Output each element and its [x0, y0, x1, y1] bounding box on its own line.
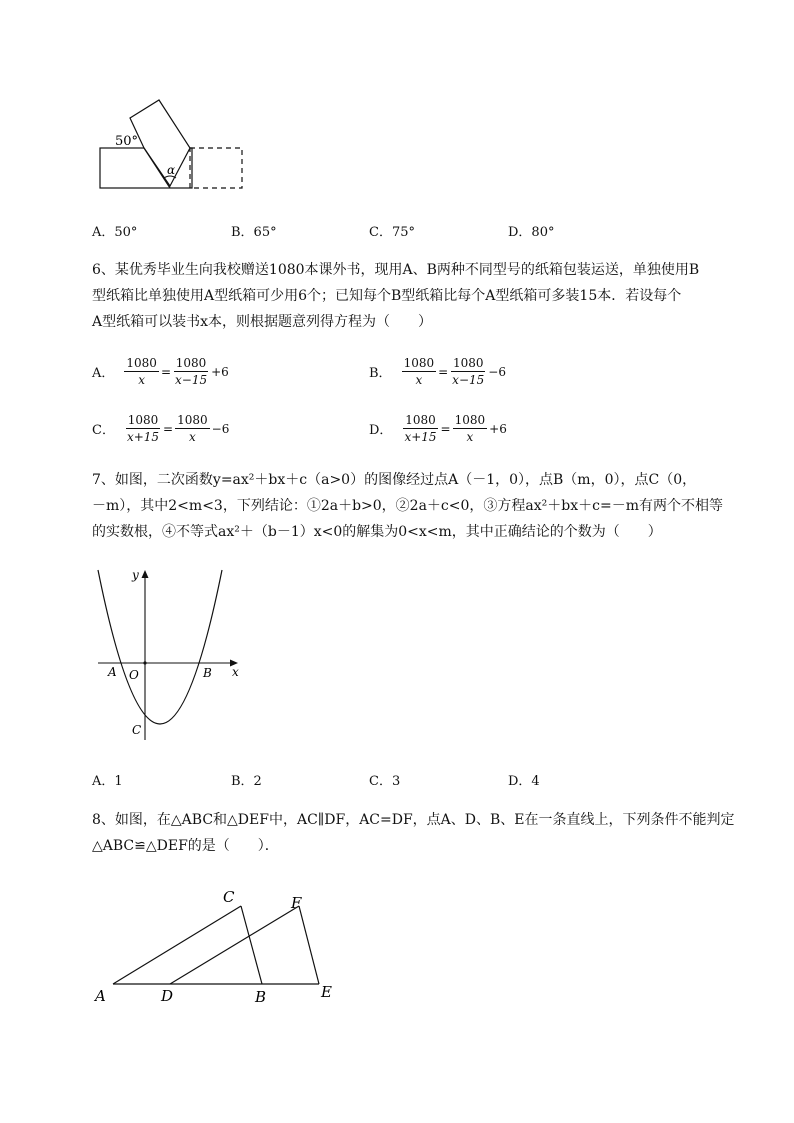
segment-fe [299, 906, 319, 984]
q7-line-2: －m），其中2<m<3，下列结论：①2a＋b>0，②2a＋c<0，③方程ax²＋bx＋c=－m有两个不相等 [92, 498, 723, 514]
equals-sign: = [438, 364, 449, 379]
q6-b-left-fraction [402, 356, 437, 387]
q7-option-d[interactable]: D．4 [508, 774, 540, 789]
q7-line-1: 7、如图，二次函数y=ax²＋bx＋c（a>0）的图像经过点A（－1，0），点B（m，0），点C（0， [92, 472, 697, 488]
q6-b-right-fraction [450, 356, 486, 387]
denominator: x+15 [126, 430, 160, 444]
vertex-b-label: B [255, 988, 267, 1006]
origin-point [143, 661, 146, 664]
q8-figure [90, 880, 350, 1010]
denominator: x+15 [404, 430, 437, 444]
q6-c-left-fraction [125, 413, 161, 444]
point-a-label: A [108, 665, 117, 679]
q6-b-tail: −6 [488, 364, 506, 379]
q6-d-tail: +6 [489, 421, 507, 436]
y-axis-label: y [132, 568, 139, 582]
segment-cb [241, 906, 262, 984]
q6-d-left-fraction [402, 413, 438, 444]
q8-stem [92, 807, 742, 859]
q6-option-d-label: D． [369, 423, 393, 438]
vertex-d-label: D [161, 987, 174, 1005]
q5-figure [90, 92, 250, 196]
q6-option-c[interactable] [92, 413, 229, 444]
segment-df [170, 906, 299, 984]
q6-line-2: 型纸箱比单独使用A型纸箱可少用6个；已知每个B型纸箱比每个A型纸箱可多装15本．若设每个 [92, 288, 682, 304]
q7-option-a[interactable]: A．1 [92, 774, 123, 789]
q5-angle-label: 50° [115, 134, 139, 149]
q8-line-2: △ABC≌△DEF的是（ ）． [92, 838, 279, 854]
q8-line-1: 8、如图，在△ABC和△DEF中，AC∥DF，AC=DF，点A、D、B、E在一条直线上，下列条件不能判定 [92, 812, 735, 828]
equals-sign: = [163, 421, 174, 436]
q7-line-3: 的实数根，④不等式ax²＋（b－1）x<0的解集为0<x<m，其中正确结论的个数为（ ） [92, 524, 662, 540]
q6-c-right-fraction [175, 413, 210, 444]
numerator: 1080 [177, 413, 208, 427]
q6-option-b[interactable] [369, 356, 506, 387]
numerator: 1080 [126, 356, 157, 370]
point-c-label: C [132, 723, 142, 737]
q5-option-a[interactable]: A．50° [92, 225, 138, 240]
q7-option-b[interactable]: B．2 [231, 774, 262, 789]
numerator: 1080 [403, 356, 435, 370]
q6-a-tail: +6 [211, 364, 229, 379]
q6-a-left-fraction [124, 356, 159, 387]
origin-label: O [129, 668, 139, 682]
q6-option-c-label: C． [92, 423, 115, 438]
q6-option-a[interactable] [92, 356, 229, 387]
q6-stem [92, 257, 742, 335]
q5-option-b[interactable]: B．65° [231, 225, 277, 240]
numerator: 1080 [175, 356, 207, 370]
denominator: x [466, 430, 474, 444]
segment-ac [113, 906, 241, 984]
numerator: 1080 [452, 356, 484, 370]
vertex-f-label: F [291, 894, 302, 912]
equals-sign: = [160, 364, 171, 379]
q5-alpha-label: α [167, 163, 176, 177]
q6-a-right-fraction [173, 356, 209, 387]
q6-option-a-label: A． [92, 366, 115, 381]
q6-d-right-fraction [453, 413, 488, 444]
denominator: x−15 [452, 373, 485, 387]
q7-stem [92, 467, 742, 545]
parabola-curve [98, 570, 222, 724]
denominator: x−15 [175, 373, 208, 387]
q6-c-tail: −6 [211, 421, 230, 436]
y-axis-arrow [142, 570, 149, 578]
q5-option-c[interactable]: C．75° [369, 225, 415, 240]
point-b-label: B [203, 666, 212, 680]
q7-option-c[interactable]: C．3 [369, 774, 401, 789]
equals-sign: = [440, 421, 451, 436]
q5-dashed-strip [190, 148, 242, 188]
q6-option-b-label: B． [369, 366, 392, 381]
q7-figure [90, 562, 250, 742]
denominator: x [138, 373, 146, 387]
vertex-c-label: C [223, 888, 235, 906]
q5-option-d[interactable]: D．80° [508, 225, 555, 240]
vertex-a-label: A [95, 987, 106, 1005]
x-axis-label: x [232, 665, 239, 679]
denominator: x [415, 373, 423, 387]
vertex-e-label: E [321, 983, 332, 1001]
numerator: 1080 [454, 413, 486, 427]
numerator: 1080 [405, 413, 436, 427]
numerator: 1080 [127, 413, 159, 427]
q6-option-d[interactable] [369, 413, 507, 444]
q6-line-1: 6、某优秀毕业生向我校赠送1080本课外书，现用A、B两种不同型号的纸箱包装运送，单独使用B [92, 262, 700, 278]
denominator: x [188, 430, 196, 444]
q6-line-3: A型纸箱可以装书x本，则根据题意列得方程为（ ） [92, 314, 433, 330]
